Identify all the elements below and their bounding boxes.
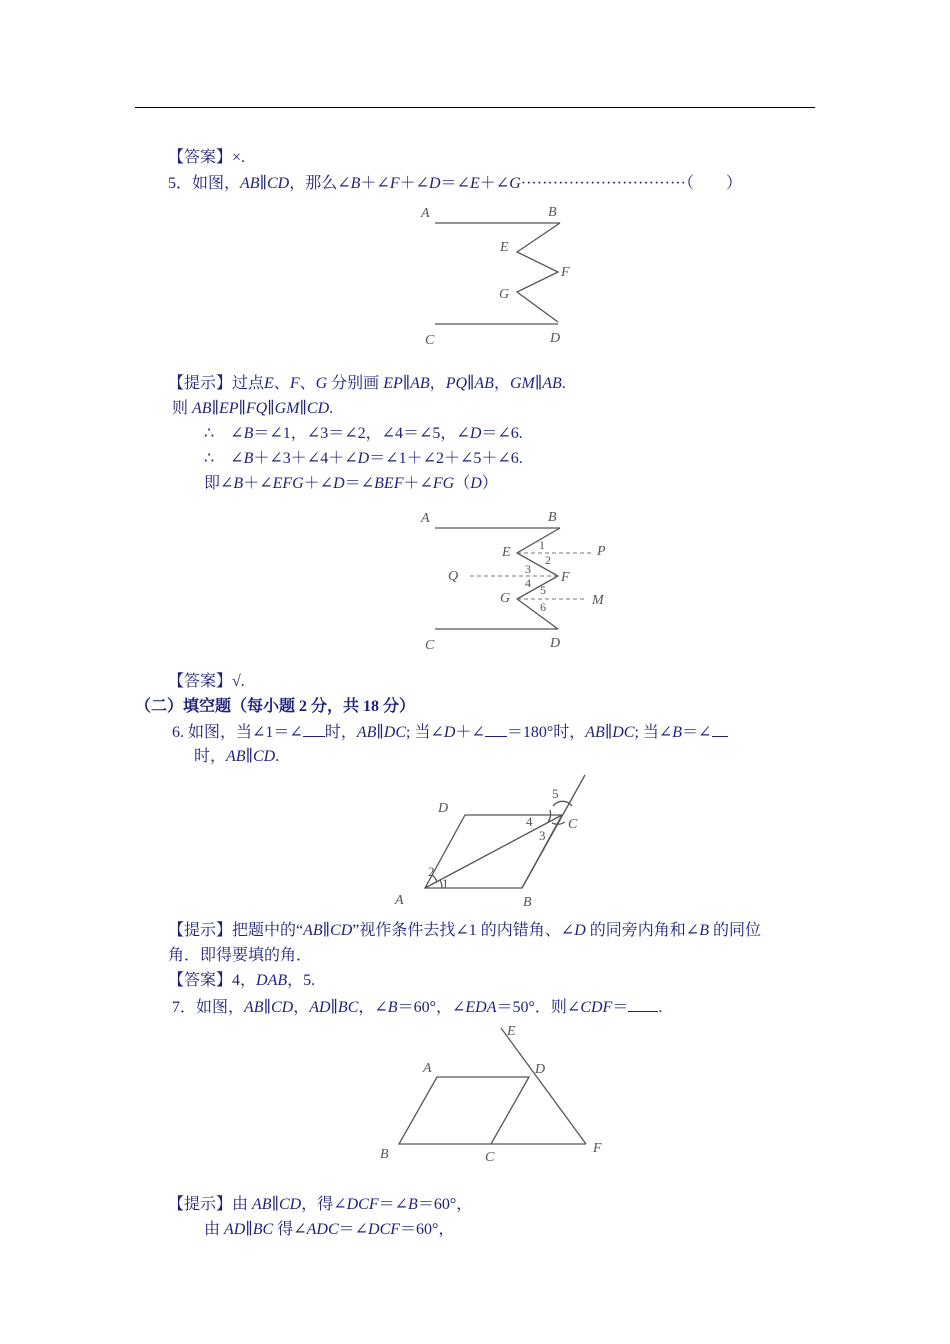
hint-5-line-2: 则 AB∥EP∥FQ∥GM∥CD. xyxy=(172,400,334,417)
fig3-angle-1: 1 xyxy=(442,876,449,891)
fig2-angle-6: 6 xyxy=(540,600,546,614)
header-rule xyxy=(135,107,815,108)
fig3-label-C: C xyxy=(568,817,578,832)
hint-7-line-2: 由 AD∥BC 得∠ADC＝∠DCF＝60°， xyxy=(204,1221,455,1238)
question-7: 7．如图，AB∥CD，AD∥BC，∠B＝60°，∠EDA＝50°．则∠CDF＝ . xyxy=(172,996,662,1019)
hint-5-line-3: ∴ ∠B＝∠1，∠3＝∠2，∠4＝∠5，∠D＝∠6. xyxy=(204,425,523,442)
hint-7-line-1: 【提示】由 AB∥CD，得∠DCF＝∠B＝60°， xyxy=(168,1196,473,1213)
fig4-label-E: E xyxy=(507,1024,516,1039)
figure-q6-parallelogram xyxy=(380,770,610,915)
fig2-label-P: P xyxy=(597,544,606,559)
blank-4 xyxy=(628,996,658,1012)
question-5: 5．如图，AB∥CD，那么∠B＋∠F＋∠D＝∠E＋∠G·······························（ ） xyxy=(168,175,742,192)
fig4-label-B: B xyxy=(380,1147,389,1162)
fig1-label-F: F xyxy=(561,265,570,280)
question-6-line-1: 6. 如图，当∠1＝∠ 时，AB∥DC; 当∠D＋∠ ＝180°时，AB∥DC; 当∠B＝∠ xyxy=(172,721,728,744)
prev-answer: 【答案】×. xyxy=(168,149,246,166)
fig2-angle-5: 5 xyxy=(540,583,546,597)
fig4-label-D: D xyxy=(535,1062,546,1077)
fig2-angle-4: 4 xyxy=(525,576,531,590)
fig2-label-Q: Q xyxy=(448,569,459,584)
hint-5-line-1: 【提示】过点E、F、G 分别画 EP∥AB，PQ∥AB，GM∥AB. xyxy=(168,375,566,392)
blank-2 xyxy=(485,721,507,737)
answer-5: 【答案】√. xyxy=(168,673,245,690)
question-6-line-2: 时，AB∥CD. xyxy=(194,748,280,765)
fig2-label-C: C xyxy=(425,638,435,653)
fig2-label-E: E xyxy=(502,545,511,560)
fig2-label-F: F xyxy=(561,570,570,585)
blank-1 xyxy=(303,721,325,737)
fig3-label-B: B xyxy=(523,895,532,910)
fig3-angle-2: 2 xyxy=(428,864,435,879)
hint-6-line-1: 【提示】把题中的“AB∥CD”视作条件去找∠1 的内错角、∠D 的同旁内角和∠B 的同位 xyxy=(168,922,761,939)
fig4-label-C: C xyxy=(485,1150,495,1165)
fig2-label-M: M xyxy=(592,593,604,608)
hint-5-line-4: ∴ ∠B＋∠3＋∠4＋∠D＝∠1＋∠2＋∠5＋∠6. xyxy=(204,450,523,467)
figure-q5-zigzag xyxy=(415,200,585,350)
fig4-label-A: A xyxy=(423,1061,432,1076)
fig3-label-D: D xyxy=(438,801,449,816)
fig3-label-A: A xyxy=(395,893,404,908)
fig2-label-A: A xyxy=(421,511,430,526)
fig2-angle-3: 3 xyxy=(525,562,531,576)
blank-3 xyxy=(712,721,728,737)
fig3-angle-3: 3 xyxy=(539,828,546,843)
fig1-label-E: E xyxy=(500,240,509,255)
fig3-angle-4: 4 xyxy=(526,814,533,829)
fig2-label-D: D xyxy=(550,636,561,651)
fig2-label-B: B xyxy=(548,510,557,525)
figure-q7-parallelogram xyxy=(375,1020,615,1165)
figure-q5-auxiliary xyxy=(415,505,625,655)
fig1-label-D: D xyxy=(550,331,561,346)
fig2-angle-1: 1 xyxy=(539,538,545,552)
fig1-label-A: A xyxy=(421,206,430,221)
fig1-label-B: B xyxy=(548,205,557,220)
fig1-label-G: G xyxy=(499,287,510,302)
fig2-label-G: G xyxy=(500,591,511,606)
section-title: （二）填空题（每小题 2 分，共 18 分） xyxy=(135,698,416,715)
hint-6-line-2: 角．即得要填的角． xyxy=(168,947,313,964)
fig1-label-C: C xyxy=(425,333,435,348)
fig4-label-F: F xyxy=(593,1141,602,1156)
fig2-angle-2: 2 xyxy=(545,553,551,567)
answer-6: 【答案】4，DAB，5. xyxy=(168,972,316,989)
hint-5-line-5: 即∠B＋∠EFG＋∠D＝∠BEF＋∠FG（D） xyxy=(204,475,498,492)
fig3-angle-5: 5 xyxy=(552,786,559,801)
